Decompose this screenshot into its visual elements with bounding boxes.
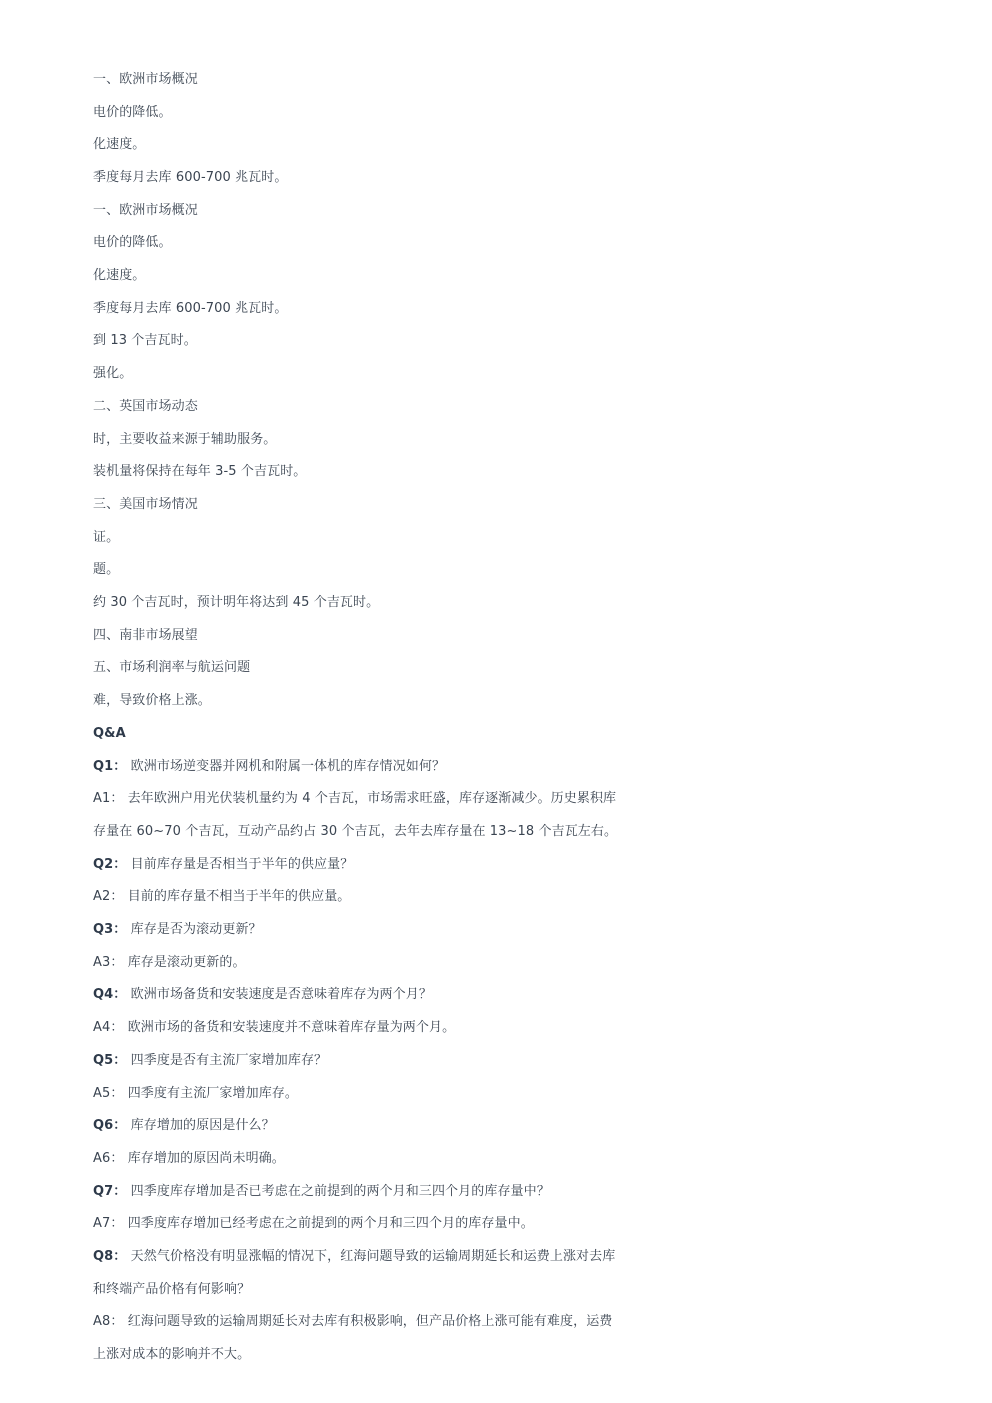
paragraph: 季度每月去库 600-700 兆瓦时。: [93, 301, 288, 316]
answer-label: A3：: [93, 955, 124, 970]
answer-label: A5：: [93, 1086, 124, 1101]
answer-8: [93, 1314, 612, 1330]
section-heading: 二、英国市场动态: [93, 399, 198, 414]
question-text: 四季度是否有主流厂家增加库存？: [130, 1053, 328, 1068]
answer-label: A7：: [93, 1216, 124, 1231]
paragraph: 约 30 个吉瓦时，预计明年将达到 45 个吉瓦时。: [93, 595, 380, 610]
answer-label: A1：: [93, 791, 124, 806]
question-2: [93, 857, 353, 873]
paragraph: 证。: [93, 530, 120, 545]
answer-5: [93, 1086, 298, 1102]
section-heading: 三、美国市场情况: [93, 497, 198, 512]
answer-3: [93, 955, 246, 971]
answer-1-continued: 存量在 60~70 个吉瓦，互动产品约占 30 个吉瓦，去年去库存量在 13~18 个吉瓦左右。: [93, 824, 618, 839]
section-heading: 四、南非市场展望: [93, 628, 198, 643]
question-8: [93, 1249, 615, 1265]
question-label: Q7：: [93, 1184, 127, 1199]
answer-4: [93, 1020, 455, 1036]
answer-text: 四季度有主流厂家增加库存。: [127, 1086, 299, 1101]
answer-text: 去年欧洲户用光伏装机量约为 4 个吉瓦，市场需求旺盛，库存逐渐减少。历史累积库: [127, 791, 617, 806]
question-6: [93, 1118, 275, 1134]
section-heading: 五、市场利润率与航运问题: [93, 660, 251, 675]
answer-text: 库存增加的原因尚未明确。: [127, 1151, 285, 1166]
paragraph: 强化。: [93, 366, 133, 381]
paragraph: 难，导致价格上涨。: [93, 693, 211, 708]
paragraph: 时，主要收益来源于辅助服务。: [93, 432, 277, 447]
answer-text: 四季度库存增加已经考虑在之前提到的两个月和三四个月的库存量中。: [127, 1216, 534, 1231]
answer-1: [93, 791, 616, 807]
question-8-continued: 和终端产品价格有何影响？: [93, 1282, 251, 1297]
answer-label: A2：: [93, 889, 124, 904]
qa-heading: Q&A: [93, 726, 126, 741]
question-text: 库存增加的原因是什么？: [130, 1118, 275, 1133]
question-text: 欧洲市场逆变器并网机和附属一体机的库存情况如何？: [130, 759, 446, 774]
answer-text: 红海问题导致的运输周期延长对去库有积极影响，但产品价格上涨可能有难度，运费: [127, 1314, 613, 1329]
question-text: 四季度库存增加是否已考虑在之前提到的两个月和三四个月的库存量中？: [130, 1184, 550, 1199]
paragraph: 到 13 个吉瓦时。: [93, 333, 197, 348]
answer-6: [93, 1151, 285, 1167]
question-label: Q6：: [93, 1118, 127, 1133]
answer-8-continued: 上涨对成本的影响并不大。: [93, 1347, 251, 1362]
answer-label: A8：: [93, 1314, 124, 1329]
answer-text: 欧洲市场的备货和安装速度并不意味着库存量为两个月。: [127, 1020, 456, 1035]
paragraph: 化速度。: [93, 268, 146, 283]
question-label: Q3：: [93, 922, 127, 937]
question-5: [93, 1053, 327, 1069]
answer-text: 库存是滚动更新的。: [127, 955, 246, 970]
section-heading: 一、欧洲市场概况: [93, 203, 198, 218]
paragraph: 化速度。: [93, 137, 146, 152]
question-text: 欧洲市场备货和安装速度是否意味着库存为两个月？: [130, 987, 432, 1002]
section-heading: 一、欧洲市场概况: [93, 72, 198, 87]
question-label: Q2：: [93, 857, 127, 872]
paragraph: 题。: [93, 562, 120, 577]
question-text: 目前库存量是否相当于半年的供应量？: [130, 857, 354, 872]
answer-label: A4：: [93, 1020, 124, 1035]
question-text: 天然气价格没有明显涨幅的情况下，红海问题导致的运输周期延长和运费上涨对去库: [130, 1249, 616, 1264]
question-text: 库存是否为滚动更新？: [130, 922, 262, 937]
question-label: Q8：: [93, 1249, 127, 1264]
question-7: [93, 1184, 550, 1200]
answer-label: A6：: [93, 1151, 124, 1166]
question-3: [93, 922, 262, 938]
paragraph: 电价的降低。: [93, 105, 172, 120]
answer-2: [93, 889, 350, 905]
paragraph: 季度每月去库 600-700 兆瓦时。: [93, 170, 288, 185]
question-label: Q1：: [93, 759, 127, 774]
question-1: [93, 759, 445, 775]
question-label: Q5：: [93, 1053, 127, 1068]
paragraph: 电价的降低。: [93, 235, 172, 250]
question-4: [93, 987, 432, 1003]
answer-text: 目前的库存量不相当于半年的供应量。: [127, 889, 351, 904]
paragraph: 装机量将保持在每年 3-5 个吉瓦时。: [93, 464, 307, 479]
answer-7: [93, 1216, 534, 1232]
question-label: Q4：: [93, 987, 127, 1002]
